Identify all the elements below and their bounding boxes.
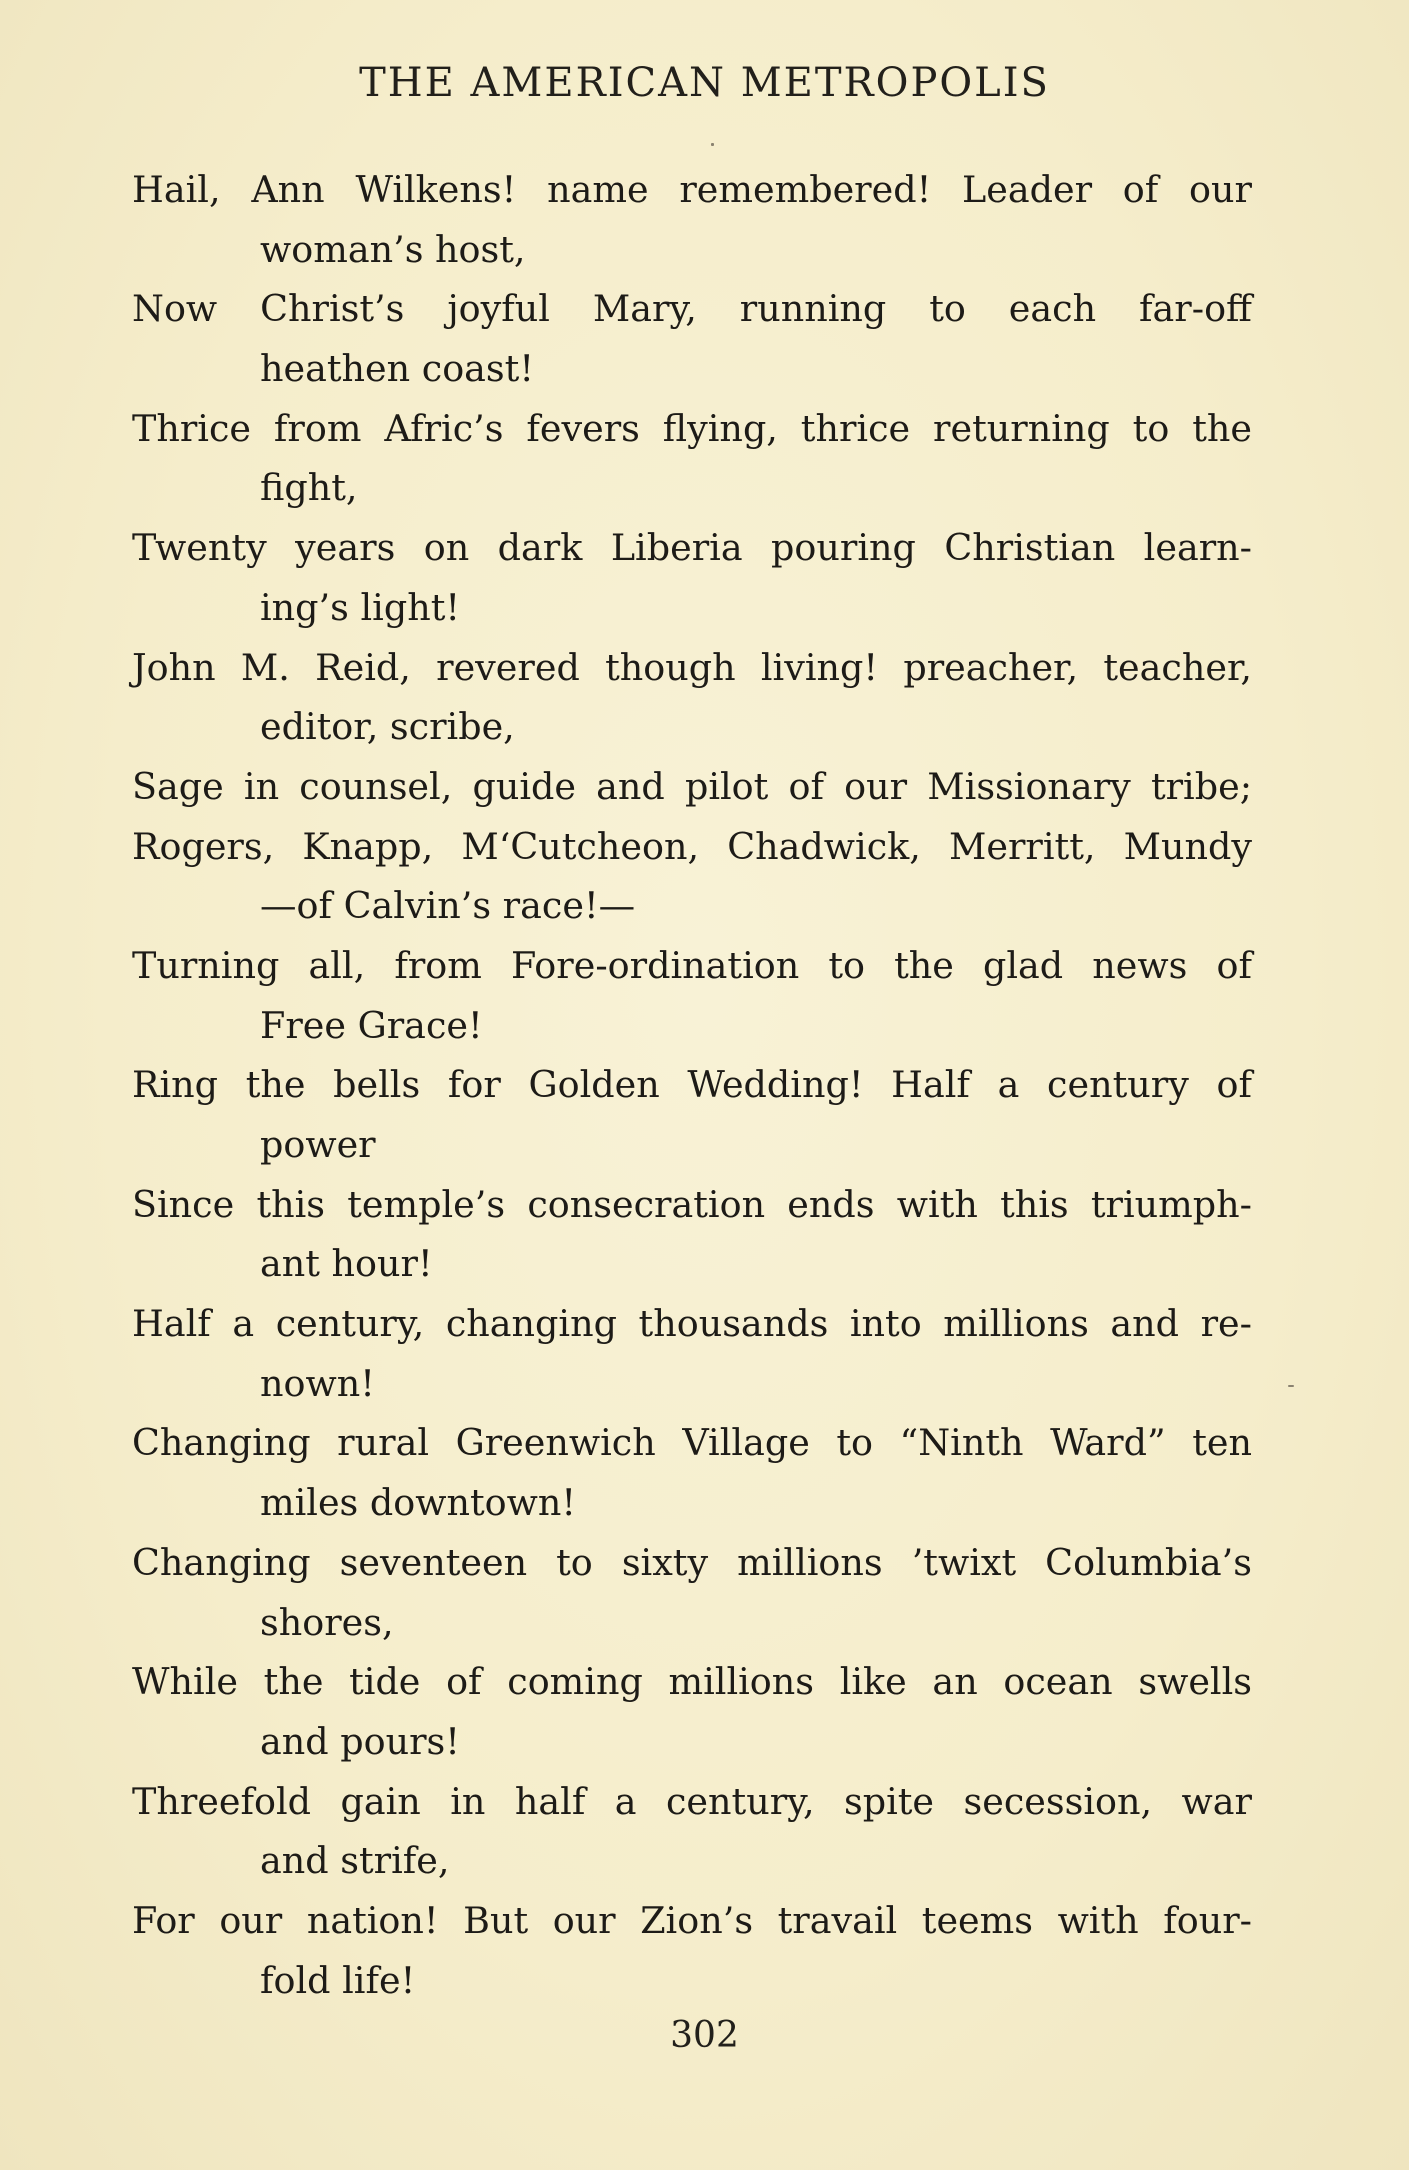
poem-line-continuation: and strife,: [260, 1839, 450, 1883]
print-speck: [1288, 1385, 1294, 1387]
poem-line-continuation: shores,: [260, 1600, 394, 1644]
poem-line: Turning all, from Fore-ordination to the glad news of: [132, 943, 1252, 987]
poem-line: John M. Reid, revered though living! preacher, teacher,: [132, 645, 1252, 689]
poem-line-continuation: editor, scribe,: [260, 705, 515, 749]
poem-line: Sage in counsel, guide and pilot of our Missionary tribe;: [132, 764, 1252, 808]
poem-line: While the tide of coming millions like an ocean swells: [132, 1660, 1252, 1704]
poem-line-continuation: ing’s light!: [260, 585, 461, 629]
poem-line-continuation: heathen coast!: [260, 347, 534, 391]
running-title: THE AMERICAN METROPOLIS: [359, 60, 1050, 106]
poem-line-continuation: miles downtown!: [260, 1481, 577, 1525]
poem-line: Hail, Ann Wilkens! name remembered! Leader of our: [132, 168, 1252, 211]
poem-line-continuation: —of Calvin’s race!—: [260, 884, 636, 928]
poem-line-continuation: Free Grace!: [260, 1003, 483, 1047]
poem-line: Twenty years on dark Liberia pouring Christian learn-: [132, 526, 1252, 570]
poem-line-continuation: fold life!: [260, 1958, 416, 2002]
poem-line-continuation: and pours!: [260, 1719, 460, 1763]
poem-line-continuation: woman’s host,: [260, 227, 526, 271]
page-number: 302: [670, 2015, 739, 2056]
poem-line-continuation: power: [260, 1123, 376, 1166]
poem-line: Threefold gain in half a century, spite secession, war: [132, 1779, 1252, 1823]
print-speck: [711, 143, 714, 146]
poem-line: For our nation! But our Zion’s travail teems with four-: [132, 1898, 1252, 1942]
poem-body: [132, 160, 1252, 2010]
poem-line: Half a century, changing thousands into millions and re-: [132, 1302, 1252, 1346]
poem-line: Rogers, Knapp, M‘Cutcheon, Chadwick, Merritt, Mundy: [132, 824, 1252, 868]
poem-line: Since this temple’s consecration ends with this triumph-: [132, 1182, 1252, 1226]
poem-line-continuation: nown!: [260, 1361, 375, 1405]
poem-line: Changing seventeen to sixty millions ’twixt Columbia’s: [132, 1540, 1252, 1584]
poem-line: Changing rural Greenwich Village to “Ninth Ward” ten: [132, 1421, 1252, 1465]
poem-line: Thrice from Afric’s fevers flying, thrice returning to the: [132, 406, 1252, 450]
poem-line: Now Christ’s joyful Mary, running to each far-off: [132, 287, 1252, 331]
poem-line-continuation: fight,: [260, 466, 358, 510]
poem-line: Ring the bells for Golden Wedding! Half a century of: [132, 1063, 1252, 1107]
poem-line-continuation: ant hour!: [260, 1242, 433, 1286]
